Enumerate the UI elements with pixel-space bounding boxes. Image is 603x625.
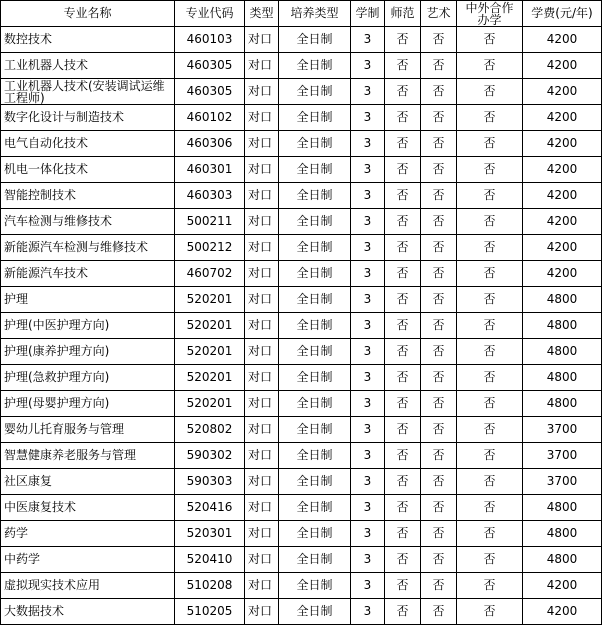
cell-mode: 全日制 bbox=[279, 261, 351, 287]
cell-fee: 4200 bbox=[523, 599, 602, 625]
cell-mode: 全日制 bbox=[279, 521, 351, 547]
cell-name: 婴幼儿托育服务与管理 bbox=[1, 417, 175, 443]
cell-fee: 4200 bbox=[523, 79, 602, 105]
cell-name: 大数据技术 bbox=[1, 599, 175, 625]
cell-mode: 全日制 bbox=[279, 443, 351, 469]
cell-coop: 否 bbox=[457, 391, 523, 417]
cell-mode: 全日制 bbox=[279, 157, 351, 183]
cell-name: 数字化设计与制造技术 bbox=[1, 105, 175, 131]
cell-mode: 全日制 bbox=[279, 235, 351, 261]
cell-art: 否 bbox=[421, 27, 457, 53]
cell-code: 510205 bbox=[175, 599, 245, 625]
table-row bbox=[1, 313, 602, 339]
cell-years: 3 bbox=[351, 105, 385, 131]
cell-name: 护理(康养护理方向) bbox=[1, 339, 175, 365]
table-row bbox=[1, 469, 602, 495]
cell-years: 3 bbox=[351, 27, 385, 53]
cell-type: 对口 bbox=[245, 27, 279, 53]
cell-mode: 全日制 bbox=[279, 79, 351, 105]
cell-fee: 4800 bbox=[523, 495, 602, 521]
cell-normal: 否 bbox=[385, 339, 421, 365]
cell-years: 3 bbox=[351, 365, 385, 391]
cell-years: 3 bbox=[351, 417, 385, 443]
cell-mode: 全日制 bbox=[279, 495, 351, 521]
cell-type: 对口 bbox=[245, 469, 279, 495]
cell-years: 3 bbox=[351, 79, 385, 105]
cell-code: 500211 bbox=[175, 209, 245, 235]
cell-fee: 4800 bbox=[523, 521, 602, 547]
cell-fee: 4200 bbox=[523, 573, 602, 599]
table-row bbox=[1, 287, 602, 313]
cell-coop: 否 bbox=[457, 53, 523, 79]
cell-code: 460702 bbox=[175, 261, 245, 287]
cell-years: 3 bbox=[351, 599, 385, 625]
cell-fee: 4200 bbox=[523, 261, 602, 287]
table-row bbox=[1, 105, 602, 131]
cell-mode: 全日制 bbox=[279, 365, 351, 391]
cell-fee: 3700 bbox=[523, 469, 602, 495]
cell-name: 虚拟现实技术应用 bbox=[1, 573, 175, 599]
cell-coop: 否 bbox=[457, 79, 523, 105]
cell-code: 520201 bbox=[175, 287, 245, 313]
cell-type: 对口 bbox=[245, 495, 279, 521]
cell-fee: 4800 bbox=[523, 313, 602, 339]
cell-normal: 否 bbox=[385, 599, 421, 625]
cell-type: 对口 bbox=[245, 365, 279, 391]
cell-mode: 全日制 bbox=[279, 313, 351, 339]
cell-years: 3 bbox=[351, 443, 385, 469]
cell-coop: 否 bbox=[457, 547, 523, 573]
cell-years: 3 bbox=[351, 547, 385, 573]
cell-coop: 否 bbox=[457, 235, 523, 261]
cell-years: 3 bbox=[351, 313, 385, 339]
cell-coop: 否 bbox=[457, 521, 523, 547]
cell-art: 否 bbox=[421, 417, 457, 443]
cell-code: 590302 bbox=[175, 443, 245, 469]
table-row bbox=[1, 365, 602, 391]
cell-name: 数控技术 bbox=[1, 27, 175, 53]
cell-code: 500212 bbox=[175, 235, 245, 261]
cell-fee: 4200 bbox=[523, 131, 602, 157]
cell-years: 3 bbox=[351, 521, 385, 547]
cell-normal: 否 bbox=[385, 469, 421, 495]
cell-coop: 否 bbox=[457, 573, 523, 599]
cell-fee: 4200 bbox=[523, 27, 602, 53]
cell-normal: 否 bbox=[385, 235, 421, 261]
cell-coop: 否 bbox=[457, 287, 523, 313]
cell-mode: 全日制 bbox=[279, 131, 351, 157]
cell-art: 否 bbox=[421, 339, 457, 365]
cell-code: 520201 bbox=[175, 391, 245, 417]
cell-normal: 否 bbox=[385, 573, 421, 599]
cell-type: 对口 bbox=[245, 157, 279, 183]
cell-code: 520201 bbox=[175, 365, 245, 391]
table-row bbox=[1, 209, 602, 235]
cell-art: 否 bbox=[421, 79, 457, 105]
cell-fee: 4800 bbox=[523, 391, 602, 417]
table-row bbox=[1, 131, 602, 157]
cell-type: 对口 bbox=[245, 183, 279, 209]
cell-type: 对口 bbox=[245, 547, 279, 573]
cell-art: 否 bbox=[421, 313, 457, 339]
cell-coop: 否 bbox=[457, 469, 523, 495]
cell-normal: 否 bbox=[385, 391, 421, 417]
cell-name: 护理(急救护理方向) bbox=[1, 365, 175, 391]
cell-type: 对口 bbox=[245, 79, 279, 105]
cell-mode: 全日制 bbox=[279, 183, 351, 209]
header-type: 类型 bbox=[245, 1, 279, 27]
cell-code: 460103 bbox=[175, 27, 245, 53]
table-row bbox=[1, 417, 602, 443]
cell-fee: 3700 bbox=[523, 417, 602, 443]
cell-name: 机电一体化技术 bbox=[1, 157, 175, 183]
cell-type: 对口 bbox=[245, 235, 279, 261]
table-row bbox=[1, 599, 602, 625]
cell-code: 520410 bbox=[175, 547, 245, 573]
cell-normal: 否 bbox=[385, 183, 421, 209]
table-row bbox=[1, 261, 602, 287]
table-row bbox=[1, 495, 602, 521]
header-coop: 中外合作办学 bbox=[457, 1, 523, 27]
cell-fee: 4200 bbox=[523, 183, 602, 209]
cell-fee: 3700 bbox=[523, 443, 602, 469]
cell-coop: 否 bbox=[457, 365, 523, 391]
table-header-row bbox=[1, 1, 602, 27]
header-years: 学制 bbox=[351, 1, 385, 27]
cell-normal: 否 bbox=[385, 157, 421, 183]
header-mode: 培养类型 bbox=[279, 1, 351, 27]
cell-fee: 4200 bbox=[523, 209, 602, 235]
cell-years: 3 bbox=[351, 209, 385, 235]
cell-type: 对口 bbox=[245, 313, 279, 339]
table-row bbox=[1, 339, 602, 365]
cell-name: 中医康复技术 bbox=[1, 495, 175, 521]
cell-type: 对口 bbox=[245, 573, 279, 599]
cell-coop: 否 bbox=[457, 27, 523, 53]
cell-normal: 否 bbox=[385, 287, 421, 313]
cell-mode: 全日制 bbox=[279, 287, 351, 313]
cell-coop: 否 bbox=[457, 599, 523, 625]
cell-code: 460303 bbox=[175, 183, 245, 209]
cell-art: 否 bbox=[421, 157, 457, 183]
cell-type: 对口 bbox=[245, 131, 279, 157]
cell-coop: 否 bbox=[457, 313, 523, 339]
table-row bbox=[1, 391, 602, 417]
cell-normal: 否 bbox=[385, 209, 421, 235]
cell-type: 对口 bbox=[245, 287, 279, 313]
cell-art: 否 bbox=[421, 287, 457, 313]
cell-code: 460102 bbox=[175, 105, 245, 131]
cell-coop: 否 bbox=[457, 339, 523, 365]
cell-name: 工业机器人技术(安装调试运维工程师) bbox=[1, 79, 175, 105]
cell-art: 否 bbox=[421, 391, 457, 417]
cell-art: 否 bbox=[421, 599, 457, 625]
table-row bbox=[1, 521, 602, 547]
cell-normal: 否 bbox=[385, 131, 421, 157]
cell-name: 电气自动化技术 bbox=[1, 131, 175, 157]
header-name: 专业名称 bbox=[1, 1, 175, 27]
cell-mode: 全日制 bbox=[279, 27, 351, 53]
cell-normal: 否 bbox=[385, 495, 421, 521]
table-row bbox=[1, 443, 602, 469]
table-row bbox=[1, 573, 602, 599]
header-fee: 学费(元/年) bbox=[523, 1, 602, 27]
cell-normal: 否 bbox=[385, 261, 421, 287]
cell-code: 520201 bbox=[175, 313, 245, 339]
table-row bbox=[1, 53, 602, 79]
cell-code: 520301 bbox=[175, 521, 245, 547]
cell-name: 汽车检测与维修技术 bbox=[1, 209, 175, 235]
cell-normal: 否 bbox=[385, 313, 421, 339]
cell-normal: 否 bbox=[385, 521, 421, 547]
cell-coop: 否 bbox=[457, 261, 523, 287]
cell-code: 520416 bbox=[175, 495, 245, 521]
cell-normal: 否 bbox=[385, 443, 421, 469]
cell-art: 否 bbox=[421, 521, 457, 547]
cell-name: 新能源汽车检测与维修技术 bbox=[1, 235, 175, 261]
cell-type: 对口 bbox=[245, 443, 279, 469]
cell-type: 对口 bbox=[245, 209, 279, 235]
header-normal: 师范 bbox=[385, 1, 421, 27]
cell-art: 否 bbox=[421, 469, 457, 495]
cell-art: 否 bbox=[421, 183, 457, 209]
cell-fee: 4200 bbox=[523, 53, 602, 79]
cell-code: 460305 bbox=[175, 53, 245, 79]
cell-mode: 全日制 bbox=[279, 209, 351, 235]
cell-normal: 否 bbox=[385, 53, 421, 79]
cell-name: 工业机器人技术 bbox=[1, 53, 175, 79]
cell-art: 否 bbox=[421, 209, 457, 235]
cell-normal: 否 bbox=[385, 547, 421, 573]
cell-years: 3 bbox=[351, 391, 385, 417]
cell-coop: 否 bbox=[457, 495, 523, 521]
cell-code: 510208 bbox=[175, 573, 245, 599]
cell-years: 3 bbox=[351, 131, 385, 157]
cell-art: 否 bbox=[421, 495, 457, 521]
cell-code: 520201 bbox=[175, 339, 245, 365]
cell-fee: 4200 bbox=[523, 235, 602, 261]
cell-fee: 4200 bbox=[523, 157, 602, 183]
cell-normal: 否 bbox=[385, 27, 421, 53]
cell-coop: 否 bbox=[457, 131, 523, 157]
cell-code: 460301 bbox=[175, 157, 245, 183]
cell-coop: 否 bbox=[457, 157, 523, 183]
cell-fee: 4800 bbox=[523, 339, 602, 365]
cell-art: 否 bbox=[421, 261, 457, 287]
table-body bbox=[1, 27, 602, 625]
table-row bbox=[1, 27, 602, 53]
cell-mode: 全日制 bbox=[279, 53, 351, 79]
cell-years: 3 bbox=[351, 235, 385, 261]
table-row bbox=[1, 183, 602, 209]
cell-mode: 全日制 bbox=[279, 105, 351, 131]
cell-name: 药学 bbox=[1, 521, 175, 547]
cell-fee: 4800 bbox=[523, 547, 602, 573]
cell-mode: 全日制 bbox=[279, 469, 351, 495]
cell-fee: 4800 bbox=[523, 365, 602, 391]
cell-years: 3 bbox=[351, 573, 385, 599]
cell-name: 护理(中医护理方向) bbox=[1, 313, 175, 339]
cell-years: 3 bbox=[351, 469, 385, 495]
cell-name: 新能源汽车技术 bbox=[1, 261, 175, 287]
cell-normal: 否 bbox=[385, 417, 421, 443]
cell-type: 对口 bbox=[245, 599, 279, 625]
cell-mode: 全日制 bbox=[279, 547, 351, 573]
cell-art: 否 bbox=[421, 131, 457, 157]
cell-mode: 全日制 bbox=[279, 599, 351, 625]
cell-fee: 4800 bbox=[523, 287, 602, 313]
cell-type: 对口 bbox=[245, 339, 279, 365]
cell-name: 护理 bbox=[1, 287, 175, 313]
cell-type: 对口 bbox=[245, 261, 279, 287]
cell-name: 智能控制技术 bbox=[1, 183, 175, 209]
header-code: 专业代码 bbox=[175, 1, 245, 27]
cell-code: 590303 bbox=[175, 469, 245, 495]
table-row bbox=[1, 79, 602, 105]
cell-normal: 否 bbox=[385, 365, 421, 391]
cell-coop: 否 bbox=[457, 209, 523, 235]
cell-name: 中药学 bbox=[1, 547, 175, 573]
cell-mode: 全日制 bbox=[279, 417, 351, 443]
cell-fee: 4200 bbox=[523, 105, 602, 131]
header-art: 艺术 bbox=[421, 1, 457, 27]
cell-mode: 全日制 bbox=[279, 339, 351, 365]
cell-normal: 否 bbox=[385, 79, 421, 105]
cell-years: 3 bbox=[351, 495, 385, 521]
cell-coop: 否 bbox=[457, 443, 523, 469]
cell-name: 护理(母婴护理方向) bbox=[1, 391, 175, 417]
cell-years: 3 bbox=[351, 183, 385, 209]
cell-art: 否 bbox=[421, 105, 457, 131]
cell-years: 3 bbox=[351, 287, 385, 313]
cell-normal: 否 bbox=[385, 105, 421, 131]
cell-years: 3 bbox=[351, 157, 385, 183]
cell-name: 社区康复 bbox=[1, 469, 175, 495]
cell-code: 460306 bbox=[175, 131, 245, 157]
table-row bbox=[1, 547, 602, 573]
cell-code: 460305 bbox=[175, 79, 245, 105]
cell-art: 否 bbox=[421, 365, 457, 391]
cell-mode: 全日制 bbox=[279, 573, 351, 599]
cell-art: 否 bbox=[421, 547, 457, 573]
cell-mode: 全日制 bbox=[279, 391, 351, 417]
cell-code: 520802 bbox=[175, 417, 245, 443]
cell-coop: 否 bbox=[457, 417, 523, 443]
cell-name: 智慧健康养老服务与管理 bbox=[1, 443, 175, 469]
cell-coop: 否 bbox=[457, 183, 523, 209]
cell-art: 否 bbox=[421, 443, 457, 469]
cell-type: 对口 bbox=[245, 53, 279, 79]
cell-type: 对口 bbox=[245, 105, 279, 131]
cell-type: 对口 bbox=[245, 417, 279, 443]
cell-art: 否 bbox=[421, 573, 457, 599]
table-row bbox=[1, 235, 602, 261]
table-row bbox=[1, 157, 602, 183]
cell-type: 对口 bbox=[245, 521, 279, 547]
cell-years: 3 bbox=[351, 261, 385, 287]
cell-coop: 否 bbox=[457, 105, 523, 131]
cell-years: 3 bbox=[351, 53, 385, 79]
cell-type: 对口 bbox=[245, 391, 279, 417]
cell-years: 3 bbox=[351, 339, 385, 365]
cell-art: 否 bbox=[421, 53, 457, 79]
cell-art: 否 bbox=[421, 235, 457, 261]
